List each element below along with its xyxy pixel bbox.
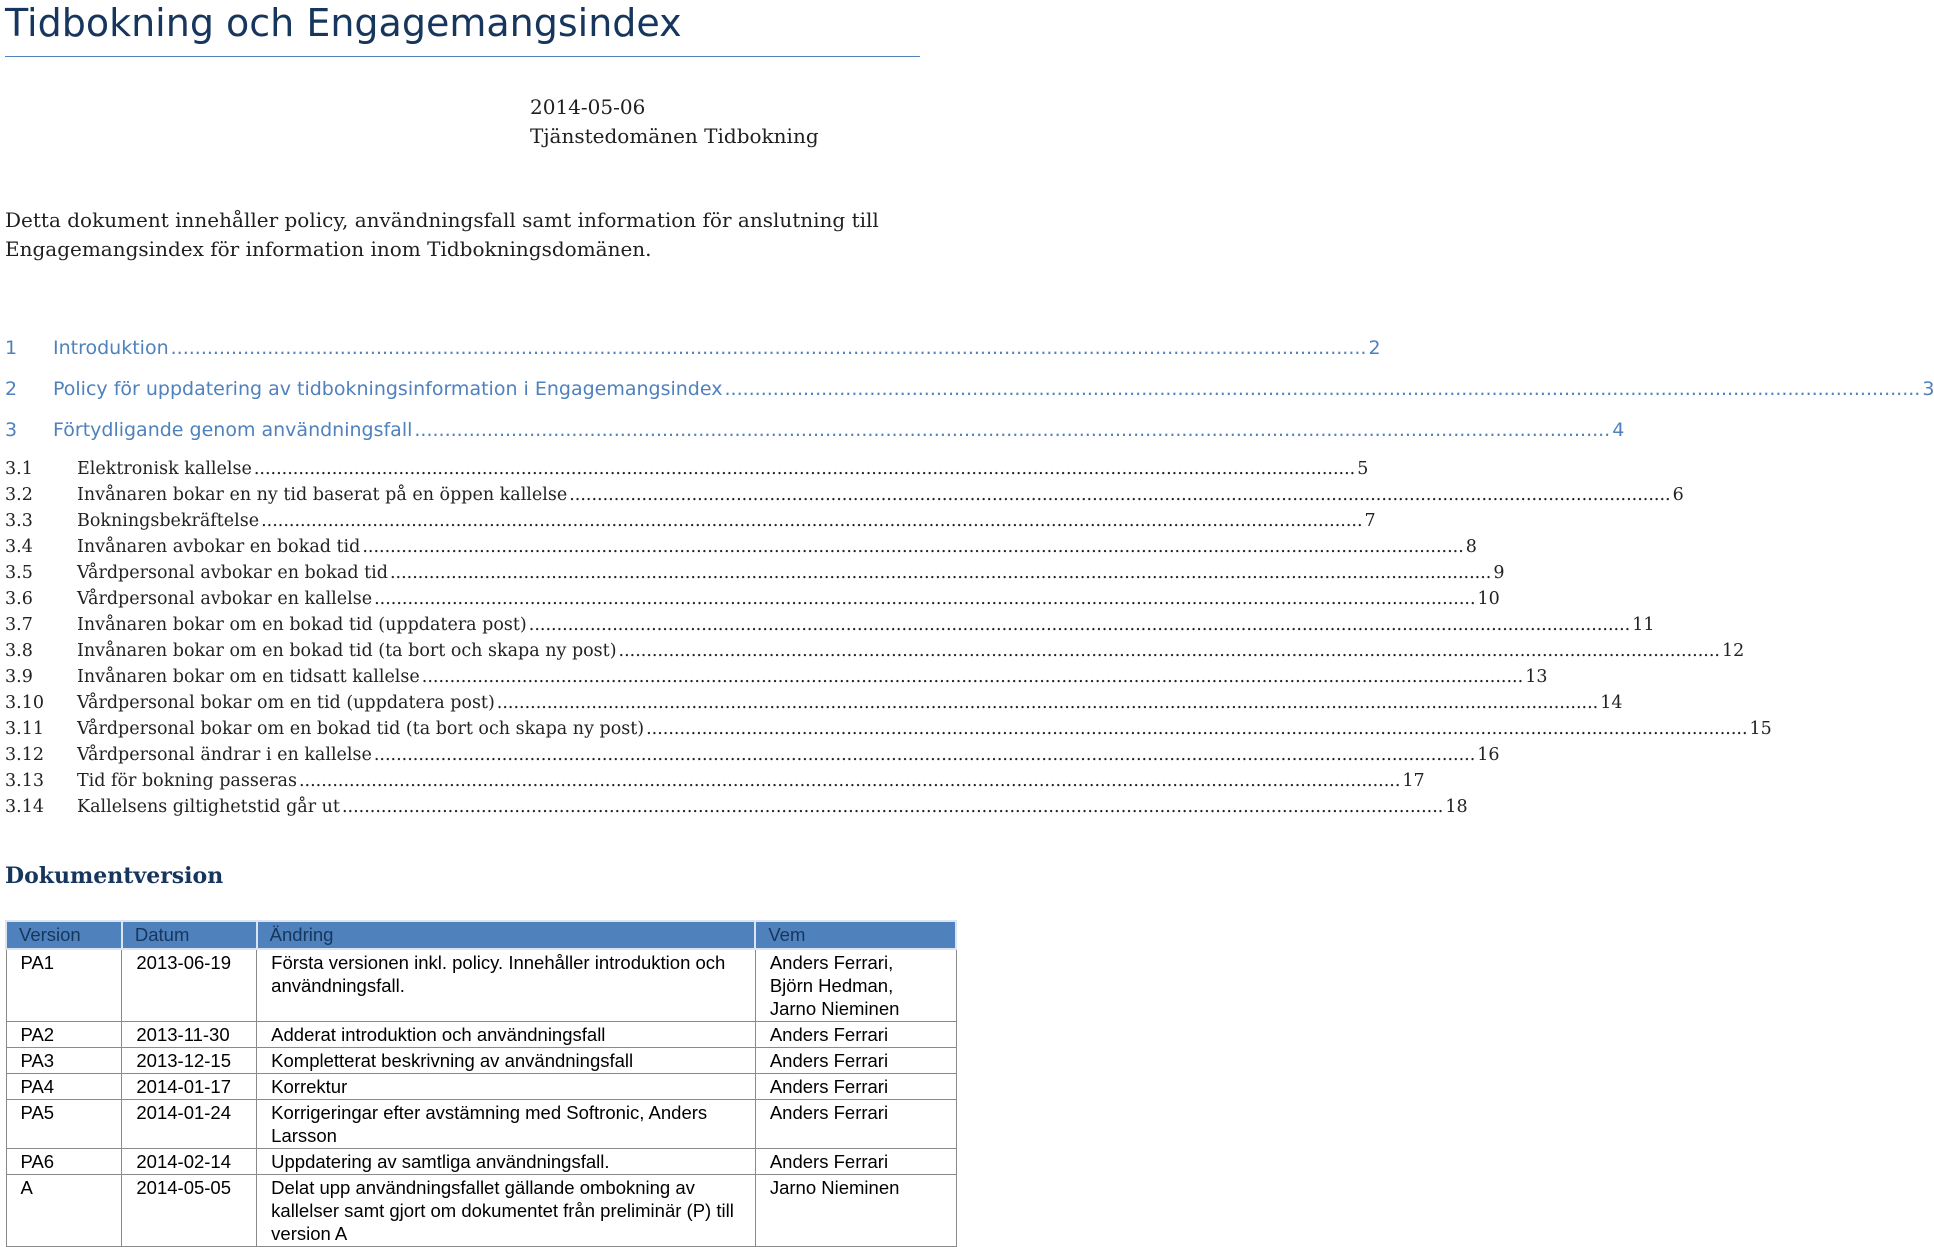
toc-entry[interactable] bbox=[5, 333, 1381, 374]
toc-dot-leader bbox=[422, 664, 1523, 690]
toc-entry-label: Invånaren bokar en ny tid baserat på en öppen kallelse bbox=[77, 485, 568, 505]
toc-entry-label: Vårdpersonal ändrar i en kallelse bbox=[77, 745, 372, 765]
document-date: 2014-05-06 bbox=[530, 95, 646, 119]
toc-entry-number: 3.11 bbox=[5, 719, 44, 739]
toc-dot-leader bbox=[569, 482, 1670, 508]
toc-entry-page: 5 bbox=[1357, 459, 1369, 479]
toc-entry-label: Introduktion bbox=[53, 337, 169, 359]
toc-dot-leader bbox=[171, 333, 1367, 363]
table-of-contents bbox=[5, 333, 1934, 820]
toc-entry-page: 8 bbox=[1465, 537, 1477, 557]
version-heading: Dokumentversion bbox=[5, 863, 224, 889]
toc-dot-leader bbox=[619, 638, 1720, 664]
date-cell: 2014-05-05 bbox=[122, 1175, 257, 1247]
column-header-date: Datum bbox=[122, 921, 257, 949]
toc-entry[interactable] bbox=[5, 456, 1369, 482]
toc-entry-page: 7 bbox=[1364, 511, 1376, 531]
change-cell: Första versionen inkl. policy. Innehåller introduktion och användningsfall. bbox=[257, 949, 756, 1022]
toc-entry-number: 3 bbox=[5, 419, 18, 441]
toc-dot-leader bbox=[261, 508, 1362, 534]
author-cell: Anders Ferrari bbox=[755, 1048, 956, 1074]
intro-paragraph: Detta dokument innehåller policy, användningsfall samt information för anslutning till Engagemangsindex för information inom Tidbokningsdomänen. bbox=[5, 208, 879, 261]
author-cell: Anders Ferrari bbox=[755, 1074, 956, 1100]
toc-entry-page: 11 bbox=[1632, 615, 1655, 635]
toc-entry-label: Invånaren avbokar en bokad tid bbox=[77, 537, 361, 557]
version-table bbox=[5, 920, 957, 1247]
toc-entry[interactable] bbox=[5, 612, 1655, 638]
table-row bbox=[6, 1175, 956, 1247]
toc-entry-page: 9 bbox=[1493, 563, 1505, 583]
toc-dot-leader bbox=[374, 742, 1475, 768]
toc-dot-leader bbox=[529, 612, 1630, 638]
toc-dot-leader bbox=[414, 415, 1610, 445]
toc-dot-leader bbox=[362, 534, 1463, 560]
version-cell: PA6 bbox=[6, 1149, 122, 1175]
toc-dot-leader bbox=[724, 374, 1920, 404]
toc-entry-number: 3.2 bbox=[5, 485, 33, 505]
toc-entry-page: 17 bbox=[1402, 771, 1425, 791]
version-cell: A bbox=[6, 1175, 122, 1247]
toc-entry-number: 3.5 bbox=[5, 563, 33, 583]
toc-entry-label: Vårdpersonal bokar om en tid (uppdatera post) bbox=[77, 693, 495, 713]
toc-entry-label: Förtydligande genom användningsfall bbox=[53, 419, 413, 441]
toc-entry-label: Kallelsens giltighetstid går ut bbox=[77, 797, 340, 817]
toc-entry[interactable] bbox=[5, 794, 1468, 820]
toc-entry-number: 3.3 bbox=[5, 511, 33, 531]
table-row bbox=[6, 1100, 956, 1149]
change-cell: Korrektur bbox=[257, 1074, 756, 1100]
change-cell: Delat upp användningsfallet gällande ombokning av kallelser samt gjort om dokumentet från preliminär (P) till version A bbox=[257, 1175, 756, 1247]
date-cell: 2014-01-24 bbox=[122, 1100, 257, 1149]
toc-entry-number: 3.4 bbox=[5, 537, 33, 557]
toc-entry[interactable] bbox=[5, 415, 1625, 456]
column-header-change: Ändring bbox=[257, 921, 756, 949]
table-row bbox=[6, 949, 956, 1022]
version-cell: PA3 bbox=[6, 1048, 122, 1074]
toc-entry-number: 3.7 bbox=[5, 615, 33, 635]
toc-entry-number: 3.12 bbox=[5, 745, 44, 765]
author-cell: Jarno Nieminen bbox=[755, 1175, 956, 1247]
table-row bbox=[6, 1149, 956, 1175]
change-cell: Korrigeringar efter avstämning med Softronic, Anders Larsson bbox=[257, 1100, 756, 1149]
author-cell: Anders Ferrari bbox=[755, 1100, 956, 1149]
document-meta bbox=[530, 93, 819, 151]
toc-entry-number: 3.13 bbox=[5, 771, 44, 791]
toc-entry-page: 2 bbox=[1368, 337, 1381, 359]
toc-entry-number: 3.10 bbox=[5, 693, 44, 713]
toc-entry[interactable] bbox=[5, 586, 1500, 612]
toc-entry-page: 14 bbox=[1600, 693, 1623, 713]
toc-entry-label: Invånaren bokar om en bokad tid (ta bort och skapa ny post) bbox=[77, 641, 617, 661]
document-title: Tidbokning och Engagemangsindex bbox=[5, 0, 920, 57]
version-cell: PA5 bbox=[6, 1100, 122, 1149]
date-cell: 2014-01-17 bbox=[122, 1074, 257, 1100]
toc-entry[interactable] bbox=[5, 690, 1623, 716]
toc-dot-leader bbox=[254, 456, 1355, 482]
date-cell: 2013-06-19 bbox=[122, 949, 257, 1022]
toc-entry-page: 6 bbox=[1672, 485, 1684, 505]
toc-entry[interactable] bbox=[5, 560, 1505, 586]
toc-entry[interactable] bbox=[5, 742, 1500, 768]
toc-entry-label: Tid för bokning passeras bbox=[77, 771, 297, 791]
toc-dot-leader bbox=[390, 560, 1491, 586]
date-cell: 2013-11-30 bbox=[122, 1022, 257, 1048]
toc-entry-number: 3.1 bbox=[5, 459, 33, 479]
toc-entry[interactable] bbox=[5, 508, 1376, 534]
toc-entry-page: 16 bbox=[1477, 745, 1500, 765]
table-row bbox=[6, 1022, 956, 1048]
toc-entry-label: Policy för uppdatering av tidbokningsinformation i Engagemangsindex bbox=[53, 378, 723, 400]
toc-entry-page: 12 bbox=[1721, 641, 1745, 661]
toc-entry-label: Invånaren bokar om en tidsatt kallelse bbox=[77, 667, 420, 687]
toc-entry-number: 3.8 bbox=[5, 641, 33, 661]
toc-entry-number: 3.6 bbox=[5, 589, 33, 609]
author-cell: Anders Ferrari bbox=[755, 1022, 956, 1048]
toc-entry-label: Vårdpersonal bokar om en bokad tid (ta bort och skapa ny post) bbox=[77, 719, 645, 739]
toc-dot-leader bbox=[342, 794, 1443, 820]
toc-dot-leader bbox=[299, 768, 1400, 794]
toc-entry-page: 4 bbox=[1612, 419, 1625, 441]
toc-dot-leader bbox=[646, 716, 1747, 742]
version-table-header bbox=[6, 921, 956, 949]
toc-entry-page: 13 bbox=[1525, 667, 1548, 687]
toc-entry-number: 3.9 bbox=[5, 667, 33, 687]
toc-entry[interactable] bbox=[5, 482, 1684, 508]
toc-entry[interactable] bbox=[5, 374, 1934, 415]
table-row bbox=[6, 1048, 956, 1074]
toc-entry-number: 3.14 bbox=[5, 797, 44, 817]
toc-entry-page: 10 bbox=[1477, 589, 1500, 609]
change-cell: Uppdatering av samtliga användningsfall. bbox=[257, 1149, 756, 1175]
column-header-author: Vem bbox=[755, 921, 956, 949]
toc-entry[interactable] bbox=[5, 716, 1772, 742]
toc-entry[interactable] bbox=[5, 768, 1425, 794]
toc-entry-page: 18 bbox=[1445, 797, 1468, 817]
toc-entry-page: 3 bbox=[1922, 378, 1934, 400]
author-cell: Anders Ferrari bbox=[755, 1149, 956, 1175]
column-header-version: Version bbox=[6, 921, 122, 949]
toc-entry-label: Elektronisk kallelse bbox=[77, 459, 252, 479]
version-cell: PA4 bbox=[6, 1074, 122, 1100]
toc-entry[interactable] bbox=[5, 664, 1548, 690]
toc-dot-leader bbox=[497, 690, 1598, 716]
date-cell: 2013-12-15 bbox=[122, 1048, 257, 1074]
author-cell: Anders Ferrari, Björn Hedman, Jarno Nieminen bbox=[755, 949, 956, 1022]
version-cell: PA1 bbox=[6, 949, 122, 1022]
toc-entry-number: 1 bbox=[5, 337, 18, 359]
date-cell: 2014-02-14 bbox=[122, 1149, 257, 1175]
toc-entry-label: Bokningsbekräftelse bbox=[77, 511, 260, 531]
toc-entry-label: Vårdpersonal avbokar en bokad tid bbox=[77, 563, 388, 583]
toc-entry[interactable] bbox=[5, 638, 1745, 664]
version-cell: PA2 bbox=[6, 1022, 122, 1048]
toc-entry-number: 2 bbox=[5, 378, 18, 400]
toc-entry-label: Vårdpersonal avbokar en kallelse bbox=[77, 589, 373, 609]
toc-dot-leader bbox=[374, 586, 1475, 612]
change-cell: Adderat introduktion och användningsfall bbox=[257, 1022, 756, 1048]
table-row bbox=[6, 1074, 956, 1100]
toc-entry-page: 15 bbox=[1749, 719, 1772, 739]
change-cell: Kompletterat beskrivning av användningsfall bbox=[257, 1048, 756, 1074]
toc-entry[interactable] bbox=[5, 534, 1477, 560]
toc-entry-label: Invånaren bokar om en bokad tid (uppdatera post) bbox=[77, 615, 527, 635]
document-subtitle: Tjänstedomänen Tidbokning bbox=[530, 124, 819, 148]
